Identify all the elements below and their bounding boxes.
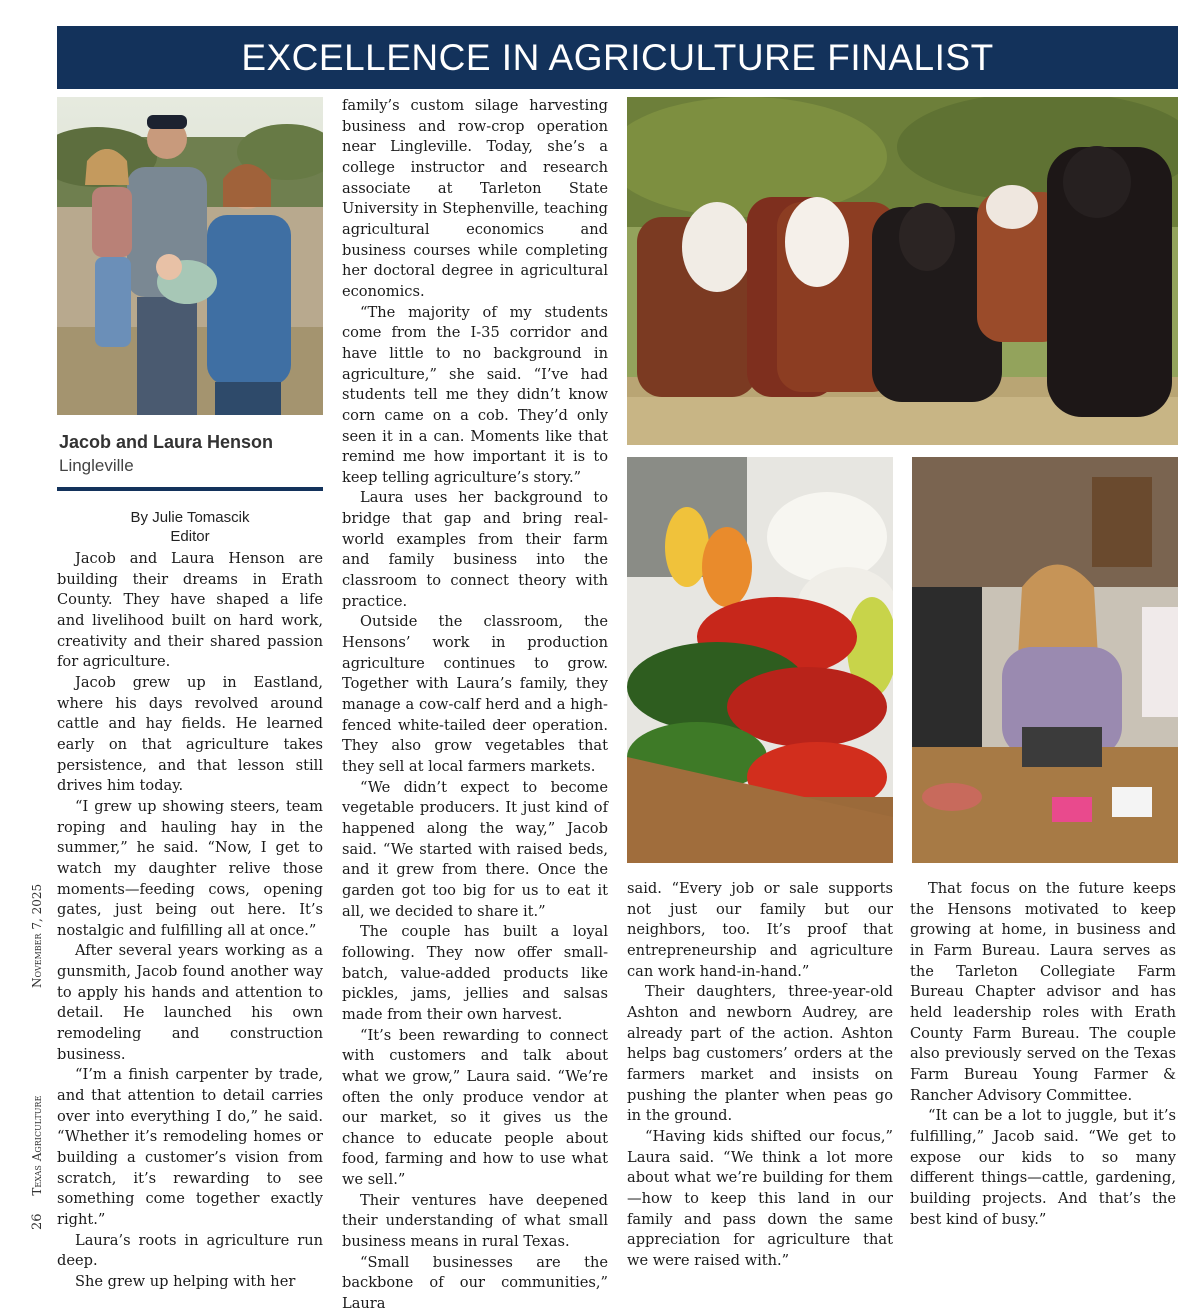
family-photo (57, 97, 323, 415)
paragraph: After several years working as a gunsmith, Jacob found another way to apply his hands and attention to detail. He launched his own remodeling and construction business. (57, 942, 323, 1063)
article-column-2 (342, 96, 608, 1315)
publication-name: Texas Agriculture (30, 1095, 44, 1196)
paragraph: Outside the classroom, the Hensons’ work in production agriculture continues to grow. Together with Laura’s family, they manage a cow-calf herd and a high-fenced white-tailed deer operation. They also grow vegetables that they sell at local farmers markets. (342, 613, 608, 775)
byline (57, 508, 323, 546)
paragraph: Laura’s roots in agriculture run deep. (57, 1231, 323, 1270)
paragraph: That focus on the future keeps the Hensons motivated to keep growing at home, in business and in Farm Bureau. Laura serves as the Tarleton Collegiate Farm Bureau Chapter advisor and has held leadership roles with Erath County Farm Bureau. The couple also previously served on the Texas Farm Bureau Young Farmer & Rancher Advisory Committee. (910, 880, 1176, 1104)
article-column-3 (627, 879, 893, 1271)
paragraph: Laura uses her background to bridge that gap and bring real-world examples from their farm and family business into the classroom to connect theory with practice. (342, 489, 608, 610)
paragraph: “It can be a lot to juggle, but it’s fulfilling,” Jacob said. “We get to expose our kids to so many different things—cattle, gardening, building projects. And that’s the best kind of busy.” (910, 1107, 1176, 1228)
byline-role: Editor (170, 528, 210, 545)
paragraph: “It’s been rewarding to connect with customers and talk about what we grow,” Laura said. “We’re often the only produce vendor at our market, so it gives us the chance to educate people about food, farming and how to use what we sell.” (342, 1026, 608, 1189)
paragraph: Their daughters, three-year-old Ashton and newborn Audrey, are already part of the action. Ashton helps bag customers’ orders at the farmers market and insists on pushing the planter when peas go in the ground. (627, 983, 893, 1125)
vegetables-photo (627, 457, 893, 863)
paragraph: “Having kids shifted our focus,” Laura said. “We think a lot more about what we’re building for them—how to keep this land in our family and pass down the same appreciation for agriculture that we were raised with.” (627, 1127, 893, 1269)
paragraph: The couple has built a loyal following. They now offer small-batch, value-added products like pickles, jams, jellies and salsas made from their own harvest. (342, 923, 608, 1023)
paragraph: Jacob grew up in Eastland, where his days revolved around cattle and hay fields. He learned early on that agriculture takes persistence, and that lesson still drives him today. (57, 673, 323, 795)
paragraph: “We didn’t expect to become vegetable producers. It just kind of happened along the way,” Jacob said. “We started with raised beds, and it grew from there. Once the garden got too big for us to eat it all, we decided to share it.” (342, 778, 608, 920)
divider (57, 487, 323, 491)
headline-banner: EXCELLENCE IN AGRICULTURE FINALIST (57, 26, 1178, 89)
paragraph: She grew up helping with her (75, 1272, 296, 1290)
byline-author: By Julie Tomascik (130, 509, 250, 526)
folio (30, 884, 45, 1230)
paragraph: family’s custom silage harvesting business and row-crop operation near Lingleville. Today, she’s a college instructor and research associate at Tarleton State University in Stephenville, teaching agricultural economics and business courses while completing her doctoral degree in agricultural economics. (342, 97, 608, 300)
paragraph: “Small businesses are the backbone of our communities,” Laura (342, 1253, 608, 1313)
article-column-1 (57, 549, 323, 1293)
cattle-photo (627, 97, 1178, 445)
paragraph: said. “Every job or sale supports not just our family but our neighbors, too. It’s proof that entrepreneurship and agriculture can work hand-in-hand.” (627, 880, 893, 980)
profile-town: Lingleville (59, 456, 134, 475)
paragraph: “I’m a finish carpenter by trade, and that attention to detail carries over into everything I do,” he said. “Whether it’s remodeling homes or building a customer’s vision from scratch, it’s rewarding to see something come together exactly right.” (57, 1066, 323, 1228)
paragraph: “I grew up showing steers, team roping and hauling hay in the summer,” he said. “Now, I get to watch my daughter relive those moments—feeding cows, opening gates, just being out here. It’s nostalgic and fulfilling all at once.” (57, 797, 323, 939)
desk-photo (912, 457, 1178, 863)
page-number: 26 (30, 1213, 45, 1230)
article-column-4 (910, 879, 1176, 1230)
paragraph: Jacob and Laura Henson are building their dreams in Erath County. They have shaped a life and livelihood built on hard work, creativity and their shared passion for agriculture. (57, 550, 323, 671)
paragraph: Their ventures have deepened their understanding of what small business means in rural Texas. (342, 1191, 608, 1251)
profile-name: Jacob and Laura Henson (59, 432, 274, 452)
paragraph: “The majority of my students come from the I-35 corridor and have little to no background in agriculture,” she said. “I’ve had students tell me they didn’t know corn came on a cob. They’d only seen it in a can. Moments like that remind me how important it is to keep telling agriculture’s story.” (342, 303, 608, 486)
issue-date: November 7, 2025 (30, 883, 44, 988)
